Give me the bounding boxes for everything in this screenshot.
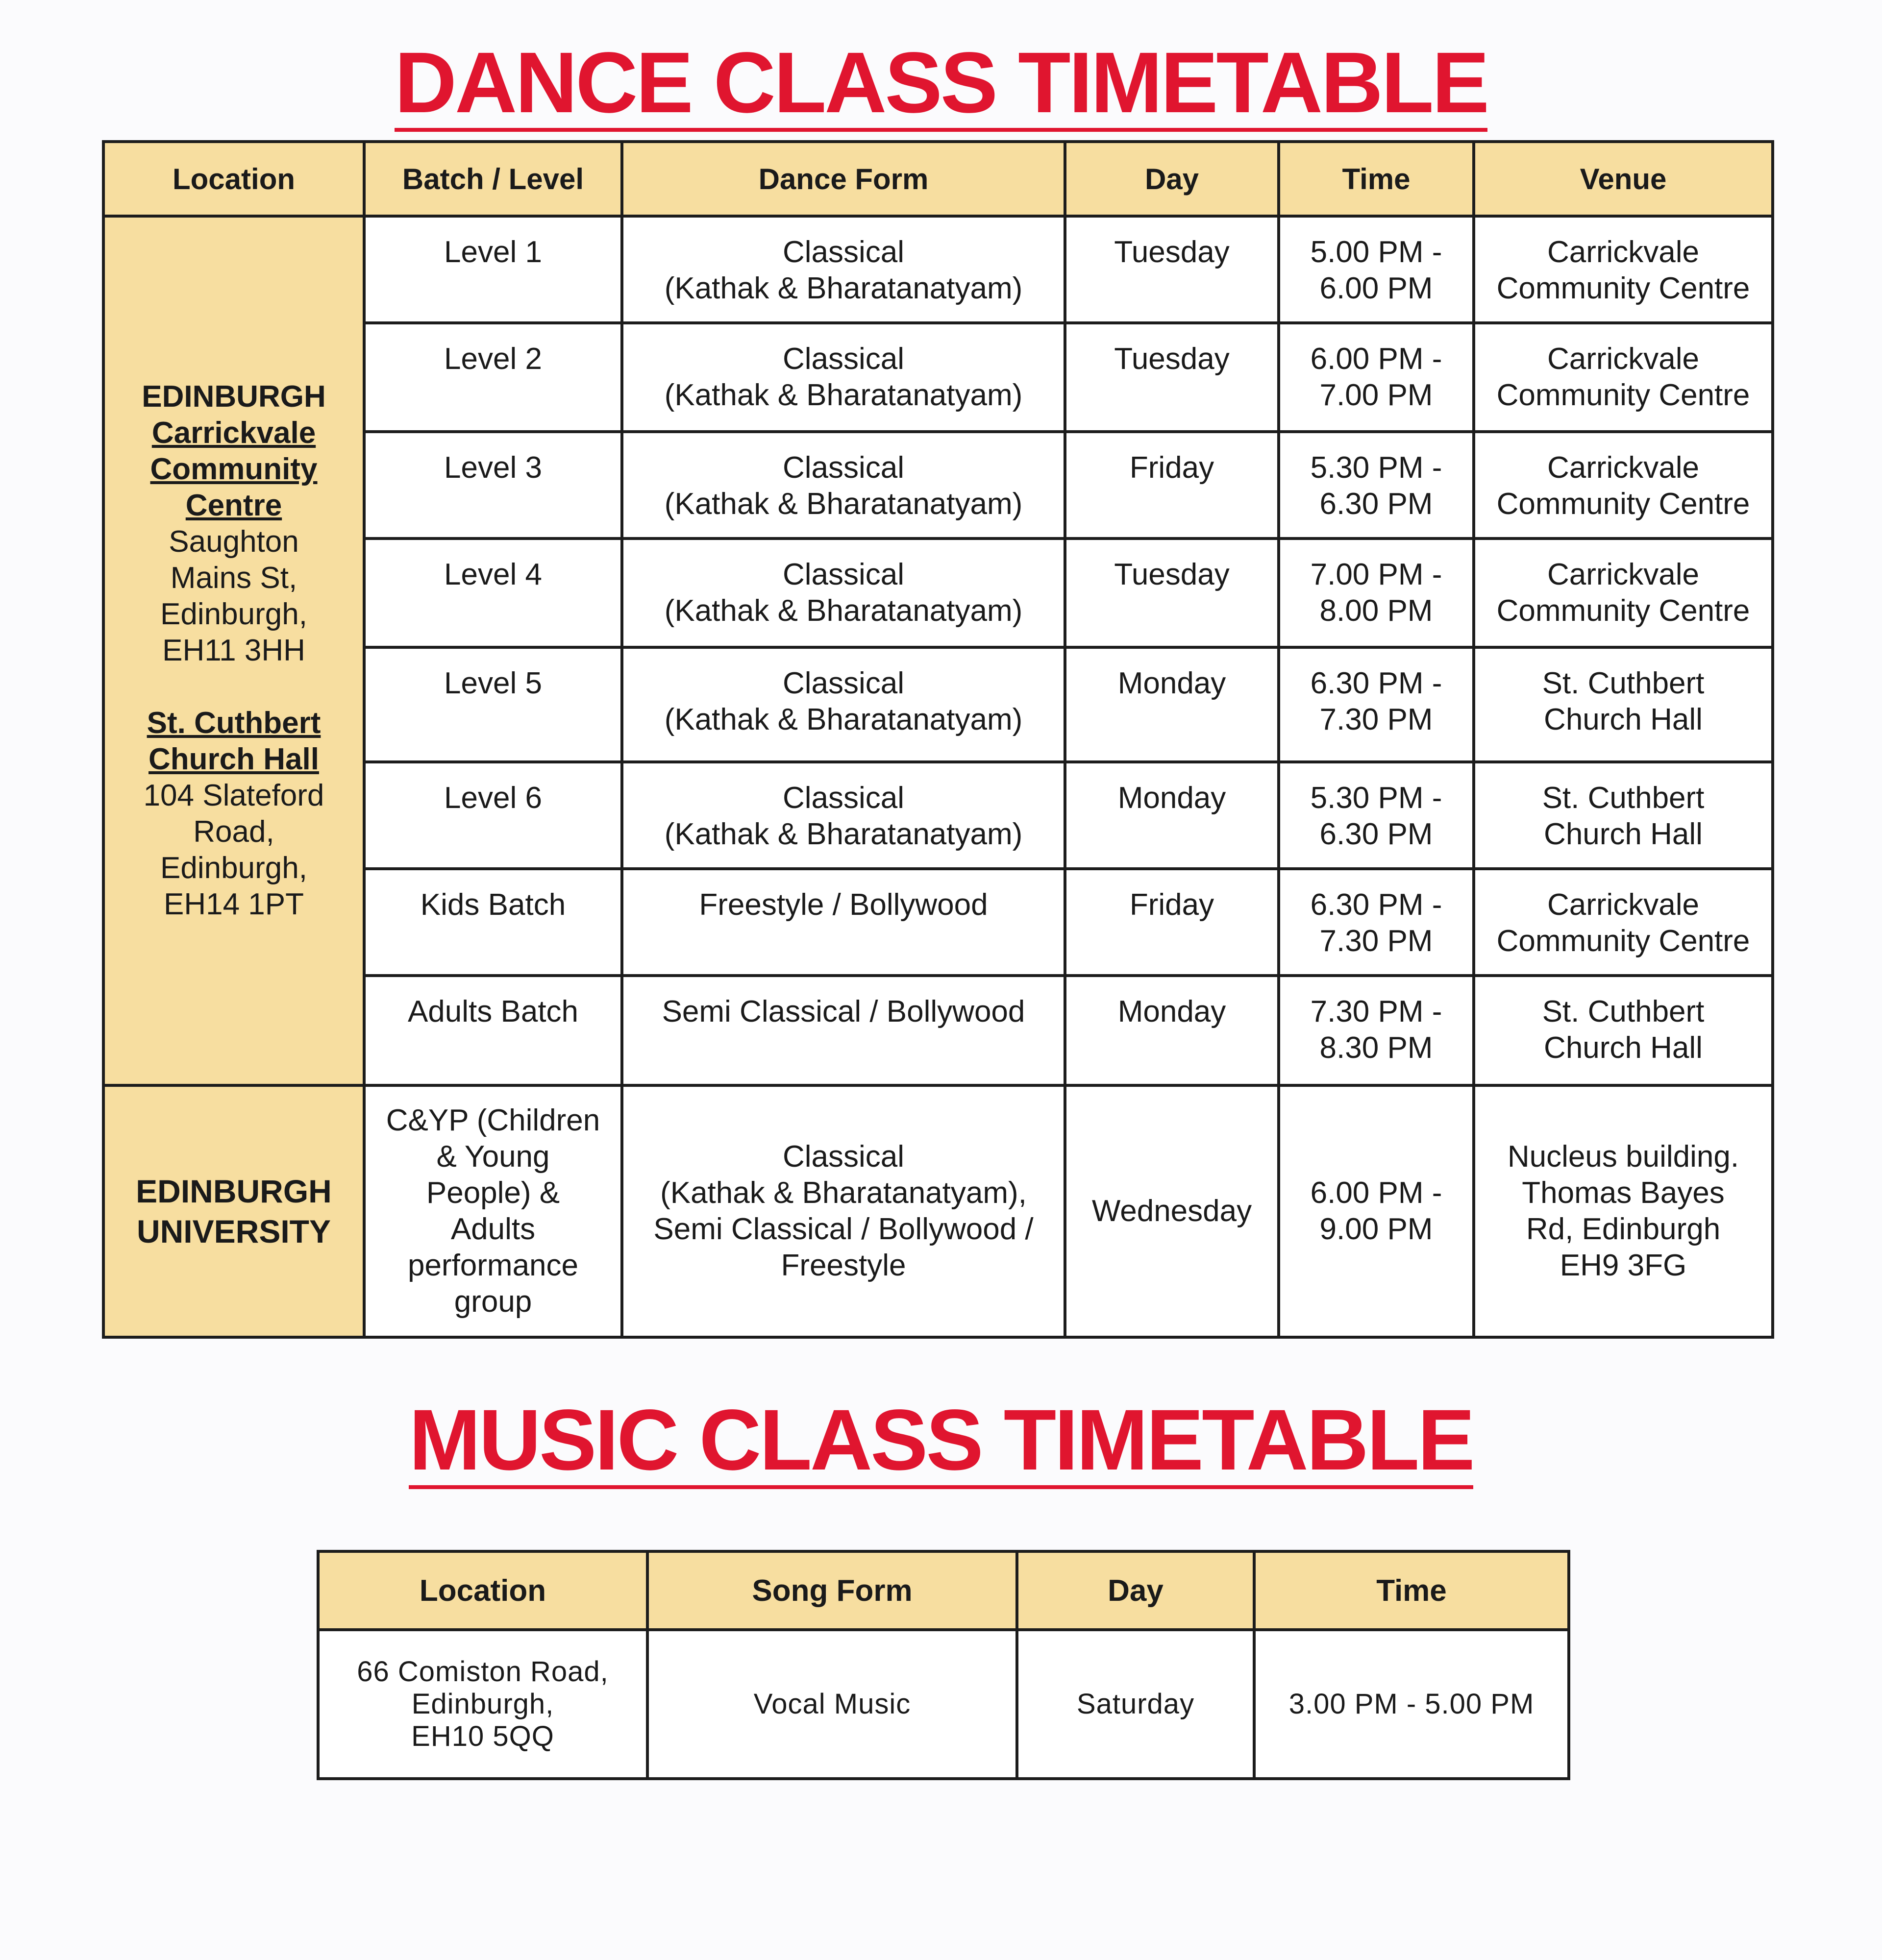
dance-header-row: [103, 142, 1773, 216]
header-day: Day: [1017, 1551, 1254, 1630]
day-cell: Friday: [1065, 869, 1279, 976]
dance-form-cell: [622, 432, 1065, 539]
header-venue: Venue: [1474, 142, 1773, 216]
venue-cell: [1474, 976, 1773, 1085]
location-cell-edinburgh: [103, 216, 364, 1085]
venue-line2: Church Hall: [1544, 703, 1703, 736]
batch-line: group: [454, 1285, 532, 1319]
spacer: [115, 669, 353, 705]
dance-form-line2: (Kathak & Bharatanatyam): [664, 594, 1023, 628]
time-cell: 3.00 PM - 5.00 PM: [1254, 1630, 1569, 1779]
venue-a-address-line2: Mains St,: [170, 561, 297, 595]
batch-cell: Level 1: [364, 216, 622, 323]
time-line2: 6.30 PM: [1319, 487, 1433, 521]
header-dance-form: Dance Form: [622, 142, 1065, 216]
venue-a-address-line3: Edinburgh,: [160, 597, 307, 631]
dance-timetable: [102, 140, 1774, 1339]
day-cell: Monday: [1065, 762, 1279, 869]
dance-form-cell: [622, 323, 1065, 432]
day-cell: Tuesday: [1065, 216, 1279, 323]
time-line2: 7.00 PM: [1319, 378, 1433, 412]
day-cell: Wednesday: [1065, 1085, 1279, 1337]
venue-line2: Community Centre: [1496, 271, 1750, 305]
batch-cell: Level 2: [364, 323, 622, 432]
time-line2: 9.00 PM: [1319, 1212, 1433, 1246]
time-cell: [1279, 323, 1474, 432]
dance-form-line1: Freestyle / Bollywood: [699, 888, 988, 922]
time-cell: [1279, 216, 1474, 323]
batch-cell: Level 3: [364, 432, 622, 539]
location-cell-university: [103, 1085, 364, 1337]
venue-a-name-line1: Carrickvale: [151, 416, 316, 450]
dance-form-cell: [622, 216, 1065, 323]
university-line2: UNIVERSITY: [136, 1213, 331, 1250]
time-cell: [1279, 432, 1474, 539]
time-cell: [1279, 647, 1474, 762]
venue-cell: [1474, 1085, 1773, 1337]
venue-line1: Carrickvale: [1547, 558, 1700, 591]
batch-cell: Kids Batch: [364, 869, 622, 976]
venue-cell: [1474, 216, 1773, 323]
venue-line1: St. Cuthbert: [1542, 781, 1705, 815]
university-line1: EDINBURGH: [136, 1173, 332, 1209]
batch-cell: [364, 1085, 622, 1337]
table-row: [103, 216, 1773, 323]
time-line2: 8.00 PM: [1319, 594, 1433, 628]
venue-line: EH9 3FG: [1560, 1249, 1687, 1282]
day-cell: Friday: [1065, 432, 1279, 539]
music-header-row: [318, 1551, 1569, 1630]
venue-cell: [1474, 539, 1773, 647]
dance-form-line2: (Kathak & Bharatanatyam): [664, 817, 1023, 851]
header-location: Location: [318, 1551, 647, 1630]
table-row: [318, 1630, 1569, 1779]
time-line1: 6.00 PM -: [1310, 342, 1442, 376]
header-batch-level: Batch / Level: [364, 142, 622, 216]
music-timetable: [317, 1550, 1570, 1780]
dance-form-line1: Classical: [782, 666, 905, 700]
venue-line: Thomas Bayes: [1522, 1176, 1725, 1210]
dance-form-cell: [622, 762, 1065, 869]
venue-line1: Carrickvale: [1547, 342, 1700, 376]
time-line1: 6.00 PM -: [1310, 1176, 1442, 1210]
time-line1: 7.30 PM -: [1310, 995, 1442, 1029]
time-line1: 6.30 PM -: [1310, 666, 1442, 700]
dance-form-line1: Classical: [782, 558, 905, 591]
dance-form-line: (Kathak & Bharatanatyam),: [660, 1176, 1027, 1210]
dance-form-line1: Semi Classical / Bollywood: [662, 995, 1025, 1029]
venue-cell: [1474, 762, 1773, 869]
dance-form-line2: (Kathak & Bharatanatyam): [664, 487, 1023, 521]
location-line2: Edinburgh,: [411, 1688, 554, 1720]
venue-line2: Church Hall: [1544, 1031, 1703, 1065]
batch-line: performance: [407, 1249, 579, 1282]
dance-form-cell: [622, 1085, 1065, 1337]
venue-b-name-line2: Church Hall: [149, 742, 319, 776]
venue-line: Nucleus building.: [1507, 1140, 1739, 1174]
dance-form-cell: [622, 869, 1065, 976]
venue-cell: [1474, 432, 1773, 539]
venue-a-name-line2: Community: [150, 452, 318, 486]
day-cell: Saturday: [1017, 1630, 1254, 1779]
time-line2: 6.30 PM: [1319, 817, 1433, 851]
venue-line2: Community Centre: [1496, 594, 1750, 628]
music-timetable-title: [0, 1391, 1882, 1490]
location-city: EDINBURGH: [142, 380, 326, 414]
venue-cell: [1474, 869, 1773, 976]
dance-form-line1: Classical: [782, 451, 905, 485]
day-cell: Tuesday: [1065, 323, 1279, 432]
dance-form-line: Classical: [782, 1140, 905, 1174]
venue-b-address-line3: Edinburgh,: [160, 851, 307, 885]
day-cell: Monday: [1065, 647, 1279, 762]
header-location: Location: [103, 142, 364, 216]
header-day: Day: [1065, 142, 1279, 216]
batch-line: Adults: [450, 1212, 536, 1246]
venue-cell: [1474, 647, 1773, 762]
time-line2: 7.30 PM: [1319, 703, 1433, 736]
batch-line: C&YP (Children: [386, 1103, 600, 1137]
dance-form-line2: (Kathak & Bharatanatyam): [664, 703, 1023, 736]
batch-cell: Level 5: [364, 647, 622, 762]
venue-line2: Community Centre: [1496, 378, 1750, 412]
time-line2: 7.30 PM: [1319, 924, 1433, 958]
time-cell: [1279, 539, 1474, 647]
dance-form-line2: (Kathak & Bharatanatyam): [664, 378, 1023, 412]
dance-form-line: Freestyle: [781, 1249, 906, 1282]
location-line1: 66 Comiston Road,: [357, 1656, 609, 1688]
header-time: Time: [1254, 1551, 1569, 1630]
location-cell: [318, 1630, 647, 1779]
header-time: Time: [1279, 142, 1474, 216]
time-cell: [1279, 1085, 1474, 1337]
dance-title-text: DANCE CLASS TIMETABLE: [394, 35, 1488, 131]
venue-line2: Church Hall: [1544, 817, 1703, 851]
time-line1: 5.00 PM -: [1310, 235, 1442, 269]
dance-form-cell: [622, 539, 1065, 647]
venue-line1: St. Cuthbert: [1542, 666, 1705, 700]
batch-line: & Young: [436, 1140, 550, 1174]
batch-cell: Level 6: [364, 762, 622, 869]
dance-form-line2: (Kathak & Bharatanatyam): [664, 271, 1023, 305]
header-song-form: Song Form: [647, 1551, 1017, 1630]
venue-a-address-line1: Saughton: [169, 525, 299, 559]
batch-line: People) &: [426, 1176, 560, 1210]
time-line1: 5.30 PM -: [1310, 781, 1442, 815]
venue-line1: Carrickvale: [1547, 451, 1700, 485]
table-row-university: [103, 1085, 1773, 1337]
music-title-text: MUSIC CLASS TIMETABLE: [409, 1392, 1473, 1488]
time-line2: 8.30 PM: [1319, 1031, 1433, 1065]
venue-line1: St. Cuthbert: [1542, 995, 1705, 1029]
venue-b-address-line4: EH14 1PT: [163, 887, 304, 921]
batch-cell: Level 4: [364, 539, 622, 647]
dance-form-line: Semi Classical / Bollywood /: [653, 1212, 1034, 1246]
dance-timetable-title: [0, 33, 1882, 132]
venue-b-name-line1: St. Cuthbert: [147, 706, 321, 740]
time-cell: [1279, 762, 1474, 869]
venue-b-address-line1: 104 Slateford: [143, 779, 324, 812]
time-cell: [1279, 869, 1474, 976]
venue-line1: Carrickvale: [1547, 235, 1700, 269]
batch-cell: Adults Batch: [364, 976, 622, 1085]
dance-form-line1: Classical: [782, 781, 905, 815]
dance-form-cell: [622, 976, 1065, 1085]
venue-line2: Community Centre: [1496, 924, 1750, 958]
venue-a-address-line4: EH11 3HH: [162, 634, 305, 667]
time-line1: 5.30 PM -: [1310, 451, 1442, 485]
venue-line2: Community Centre: [1496, 487, 1750, 521]
location-line3: EH10 5QQ: [411, 1720, 554, 1752]
day-cell: Tuesday: [1065, 539, 1279, 647]
time-line2: 6.00 PM: [1319, 271, 1433, 305]
dance-form-line1: Classical: [782, 342, 905, 376]
time-cell: [1279, 976, 1474, 1085]
venue-line: Rd, Edinburgh: [1526, 1212, 1721, 1246]
day-cell: Monday: [1065, 976, 1279, 1085]
venue-line1: Carrickvale: [1547, 888, 1700, 922]
venue-b-address-line2: Road,: [193, 815, 274, 849]
dance-form-line1: Classical: [782, 235, 905, 269]
song-form-cell: Vocal Music: [647, 1630, 1017, 1779]
time-line1: 6.30 PM -: [1310, 888, 1442, 922]
time-line1: 7.00 PM -: [1310, 558, 1442, 591]
venue-cell: [1474, 323, 1773, 432]
dance-form-cell: [622, 647, 1065, 762]
venue-a-name-line3: Centre: [185, 489, 282, 522]
